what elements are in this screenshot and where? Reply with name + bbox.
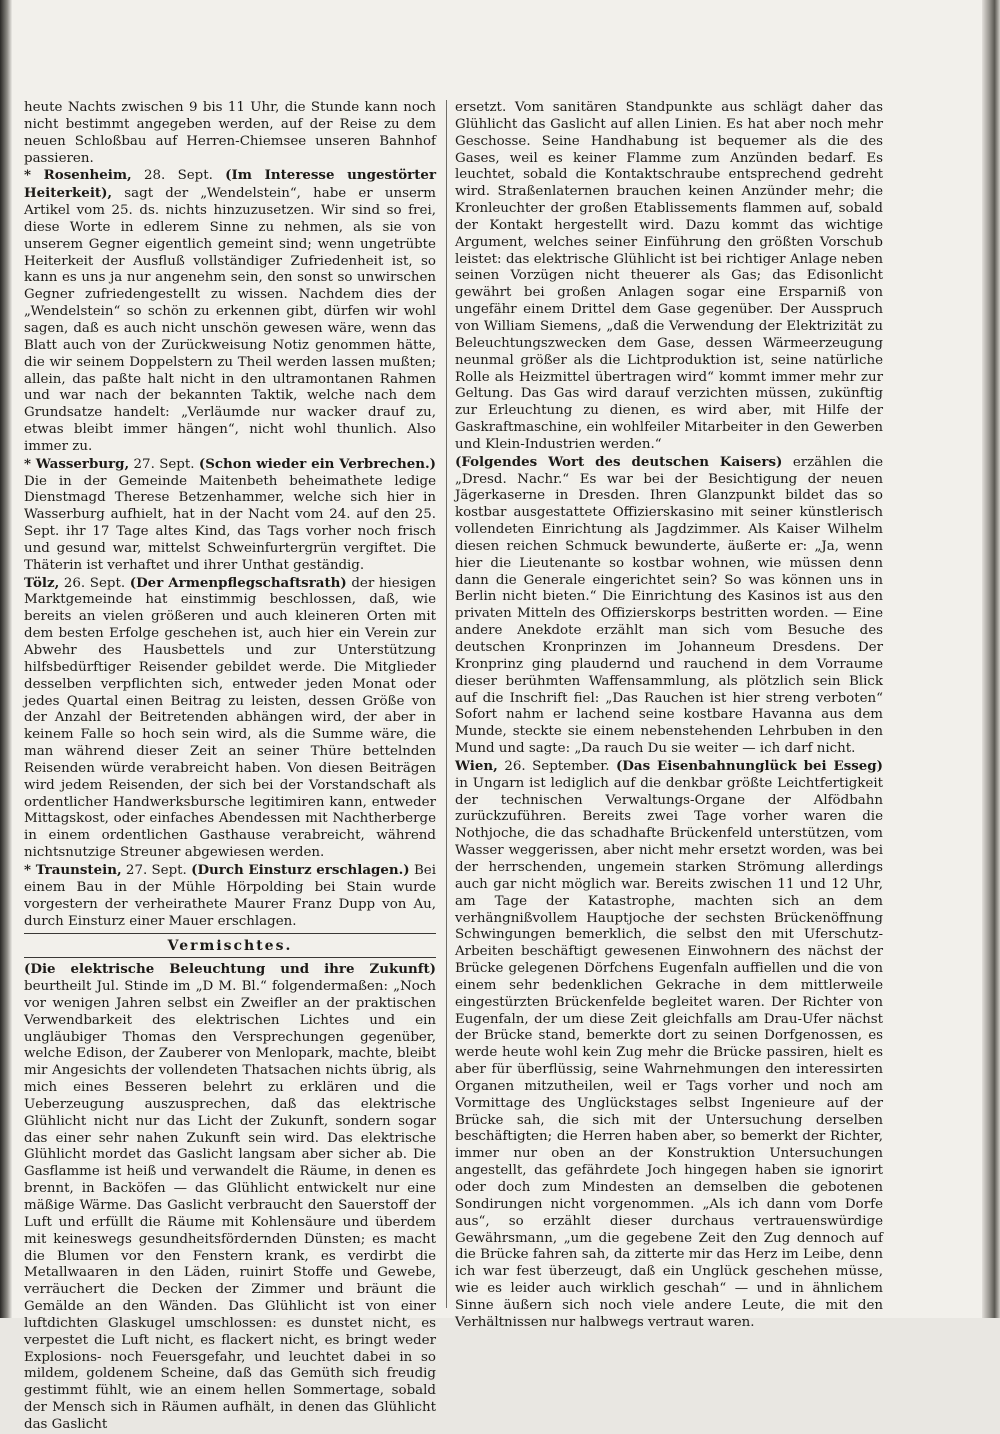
page-edge-stack: [982, 0, 1000, 1318]
bleed-through-text: [470, 58, 970, 88]
page-binding-shadow: [0, 0, 12, 1318]
article-title: (Im Interesse ungestörter Heiterkeit),: [24, 167, 436, 202]
article-body: Die in der Gemeinde Maitenbeth beheimathete ledige Dienstmagd Therese Betzenhammer, welche sich hier in Wasserburg aufhielt, hat in der Nacht vom 24. auf den 25. Sept. ihr 17 Tage altes Kind, das Tags vorher noch frisch und gesund war, mittelst Schweinfurtergrün vergiftet. Die Thäterin ist verhaftet und ihrer Unthat geständig.: [24, 473, 436, 573]
dateline-place: * Traunstein,: [24, 861, 122, 878]
article-body: in Ungarn ist lediglich auf die denkbar größte Leichtfertigkeit der technischen Verwaltungs-Organe der Alfödbahn zurückzuführen. Bereits zwei Tage vorher waren die Nothjoche, die das schadhafte Brückenfeld unterstützen, vom Wasser weggerissen, aber nicht mehr ersetzt worden, was bei der herrschenden, ungemein starken Strömung allerdings auch gar nicht möglich war. Bereits zwischen 11 und 12 Uhr, am Tage der Katastrophe, machten sich an dem verhängnißvollem Hauptjoche der sechsten Brückenöffnung Schwingungen bemerklich, die selbst den mit Uferschutz-Arbeiten beschäftigt gewesenen Einwohnern des nächst der Brücke gelegenen Dörfchens Eugenfaln auffiellen und die von einem sehr bedenklichen Gekrache in dem mittlerweile eingestürzten Brückenfelde begleitet waren. Der Richter von Eugenfaln, der um diese Zeit gleichfalls am Drau-Ufer nächst der Brücke stand, bemerkte dort zu seinen Dorfgenossen, es werde heute wohl kein Zug mehr die Brücke passiren, hielt es aber für überflüssig, seine Wahrnehmungen den interessirten Organen mitzutheilen, weil er Tags vorher und noch am Vormittage des Unglückstages selbst Ingenieure auf der Brücke sah, die sich mit der Untersuchung derselben beschäftigten; die Herren haben aber, so bemerkt der Richter, immer nur oben an der Konstruktion Untersuchungen angestellt, das gefährdete Joch hingegen haben sie ignorirt oder doch zum Mindesten an demselben die gebotenen Sondirungen nicht vorgenommen. „Als ich dann vom Dorfe aus“, so erzählt dieser durchaus vertrauenswürdige Gewährsmann, „um die gegebene Zeit den Zug dennoch auf die Brücke fahren sah, da zitterte mir das Herz im Leibe, denn ich war fest überzeugt, daß ein Unglück geschehen müsse, wie es leider auch wirklich geschah“ — und in ähnlichem Sinne äußern sich noch viele andere Leute, die mit den Verhältnissen nur halbwegs vertraut waren.: [455, 775, 883, 1330]
article-paragraph: [24, 862, 436, 930]
dateline-place: Wien,: [455, 757, 498, 774]
article-title: (Durch Einsturz erschlagen.): [191, 861, 410, 878]
column-divider: [446, 100, 447, 1308]
article-title: (Die elektrische Beleuchtung und ihre Zukunft): [24, 961, 436, 978]
dateline-date: 26. September.: [504, 758, 610, 774]
article-title: (Der Armenpflegschaftsrath): [129, 574, 347, 591]
dateline-place: * Wasserburg,: [24, 455, 130, 472]
article-paragraph: [455, 454, 883, 758]
article-body: beurtheilt Jul. Stinde im „D M. Bl.“ folgendermaßen: „Noch vor wenigen Jahren selbst ein Zweifler an der praktischen Verwendbarkeit des elektrischen Lichtes und ein ungläubiger Thomas den Versprechungen gegenüber, welche Edison, der Zauberer von Menlopark, machte, bleibt mir Angesichts der vollendeten Thatsachen nichts übrig, als mich eines Besseren belehrt zu erklären und die Ueberzeugung auszusprechen, daß das elektrische Glühlicht nicht nur das Licht der Zukunft, sondern sogar das einer sehr nahen Zukunft sein wird. Das elektrische Glühlicht mordet das Gaslicht langsam aber sicher ab. Die Gasflamme ist heiß und verwandelt die Räume, in denen es brennt, in Backöfen — das Glühlicht entwickelt nur eine mäßige Wärme. Das Gaslicht verbraucht den Sauerstoff der Luft und erfüllt die Räume mit Kohlensäure und überdem mit keineswegs gesundheitsfördernden Dünsten; es macht die Blumen vor den Fenstern krank, es verdirbt die Metallwaaren in den Läden, ruinirt Stoffe und Gewebe, verräuchert die Decken der Zimmer und bräunt die Gemälde an den Wänden. Das Glühlicht ist von einer luftdichten Glaskugel umschlossen: es dunstet nicht, es verpestet die Luft nicht, es flackert nicht, es bringt weder Explosions- noch Feuersgefahr, und leuchtet dabei in so mildem, goldenem Scheine, daß das Gemüth sich freudig gestimmt fühlt, wie an einem hellen Sommertage, sobald der Mensch sich in Räumen aufhält, in denen das Glühlicht das Gaslicht: [24, 979, 436, 1432]
dateline-date: 28. Sept.: [144, 168, 213, 184]
article-title: (Schon wieder ein Verbrechen.): [198, 455, 436, 472]
section-heading: Vermischtes.: [167, 938, 293, 955]
dateline-date: 26. Sept.: [63, 575, 126, 591]
dateline-place: * Rosenheim,: [24, 167, 132, 184]
section-rule: [24, 933, 436, 934]
article-body: erzählen die „Dresd. Nachr.“ Es war bei der Besichtigung der neuen Jägerkaserne in Dresden. Ihren Glanzpunkt bildet das so kostbar ausgestattete Offizierskasino mit seiner künstlerisch vollendeten Einrichtung als Jagdzimmer. Als Kaiser Wilhelm diesen reichen Schmuck bewunderte, äußerte er: „Ja, wenn hier die Lieutenante so kostbar wohnen, wie müssen denn dann die Generale eingerichtet sein? So was können uns in Berlin nicht bieten.“ Die Einrichtung des Kasinos ist aus den privaten Mitteln des Offizierskorps bestritten worden. — Eine andere Anekdote erzählt man sich vom Besuche des deutschen Kronprinzen im Johanneum Dresdens. Der Kronprinz ging plaudernd und rauchend in dem Vorraume dieser berühmten Waffensammlung, als plötzlich sein Blick auf die Inschrift fiel: „Das Rauchen ist hier streng verboten“ Sofort nahm er lachend seine kostbare Havanna aus dem Munde, steckte sie einem nebenstehenden Lehrbuben in den Mund und sagte: „Da rauch Du sie weiter — ich darf nicht.: [455, 454, 883, 757]
article-body: der hiesigen Marktgemeinde hat einstimmig beschlossen, daß, wie bereits an vielen größeren und auch kleineren Orten mit dem besten Erfolge geschehen ist, auch hier ein Verein zur Abwehr des Hausbettels und zur Unterstützung hilfsbedürftiger Reisender gebildet werde. Die Mitglieder desselben verpflichten sich, entweder jeden Monat oder jedes Quartal einen Beitrag zu leisten, dessen Größe von der Anzahl der Beitretenden abhängen wird, der aber in keinem Falle so hoch sein wird, als die Summe wäre, die man während dieser Zeit an seiner Thüre bettelnden Reisenden würde verabreicht haben. Von diesen Beiträgen wird jedem Reisenden, der sich bei der Vorstandschaft als ordentlicher Handwerksbursche legitimiren kann, entweder Mittagskost, oder einfaches Abendessen mit Nachtherberge in einem ordentlichen Gasthause verabreicht, während nichtsnutzige Streuner abgewiesen werden.: [24, 575, 436, 861]
dateline-place: Tölz,: [24, 574, 60, 591]
right-column: [455, 100, 883, 1332]
article-paragraph: [24, 961, 436, 1434]
article-body: Bei einem Bau in der Mühle Hörpolding bei Stain wurde vorgestern der verheirathete Maurer Franz Dupp von Au, durch Einsturz einer Mauer erschlagen.: [24, 862, 437, 929]
dateline-date: 27. Sept.: [133, 456, 195, 472]
left-column: [24, 100, 436, 1434]
article-body: sagt der „Wendelstein“, habe er unserm Artikel vom 25. ds. nichts hinzuzusetzen. Wir sind so frei, diese Worte in edlerem Sinne zu nehmen, als sie von unserem Gegner eigentlich gemeint sind; wenn ungetrübte Heiterkeit der Ausfluß vollständiger Zufriedenheit ist, so kann es uns ja nur angenehm sein, den sonst so unwirschen Gegner zufriedengestellt zu wissen. Nachdem dies der „Wendelstein“ so schön zu erkennen gibt, dürfen wir wohl sagen, daß es auch nicht unschön gewesen wäre, wenn das Blatt auch von der Zurückweisung Notiz genommen hätte, die wir seinem Doppelstern zu Theil werden lassen mußten; allein, das paßte halt nicht in den ultramontanen Rahmen und war nach der bekannten Taktik, welche nach dem Grundsatze handelt: „Verläumde nur wacker drauf zu, etwas bleibt immer hängen“, nicht wohl thunlich. Also immer zu.: [24, 186, 436, 454]
article-paragraph: heute Nachts zwischen 9 bis 11 Uhr, die Stunde kann noch nicht bestimmt angegeben werden, auf der Reise zu dem neuen Schloßbau auf Herren-Chiemsee unseren Bahnhof passieren.: [24, 100, 436, 166]
article-paragraph: [24, 456, 436, 575]
section-rule: [24, 957, 436, 958]
article-paragraph: [24, 167, 436, 455]
article-paragraph: ersetzt. Vom sanitären Standpunkte aus schlägt daher das Glühlicht das Gaslicht auf allen Linien. Es hat aber noch mehr Geschosse. Seine Handhabung ist bequemer als die des Gases, weil es keiner Flamme zum Anzünden bedarf. Es leuchtet, sobald die Kontaktschraube entsprechend gedreht wird. Straßenlaternen brauchen keinen Anzünder mehr; die Kronleuchter der großen Etablissements flammen auf, sobald der Kontakt hergestellt wird. Dazu kommt das wichtige Argument, welches seiner Einführung den größten Vorschub leistet: das elektrische Glühlicht ist bei richtiger Anlage neben seinen Vorzügen nicht theuerer als Gas; das Edisonlicht gewährt bei großen Anlagen sogar eine Ersparniß von ungefähr einem Drittel dem Gase gegenüber. Der Ausspruch von William Siemens, „daß die Verwendung der Elektrizität zu Beleuchtungszwecken dem Gase, dessen Wärmeerzeugung neunmal größer als die Lichtproduktion ist, seine natürliche Rolle als Heizmittel übertragen wird“ kommt immer mehr zur Geltung. Das Gas wird darauf verzichten müssen, zukünftig zur Erleuchtung zu dienen, es wird aber, mit Hilfe der Gaskraftmaschine, ein wohlfeiler Mitarbeiter in den Gewerben und Klein-Industrien werden.“: [455, 100, 883, 452]
article-title: (Das Eisenbahnunglück bei Esseg): [615, 757, 883, 774]
article-title: (Folgendes Wort des deutschen Kaisers): [455, 453, 783, 470]
article-paragraph: [24, 575, 436, 862]
dateline-date: 27. Sept.: [125, 862, 187, 878]
article-paragraph: [455, 758, 883, 1332]
